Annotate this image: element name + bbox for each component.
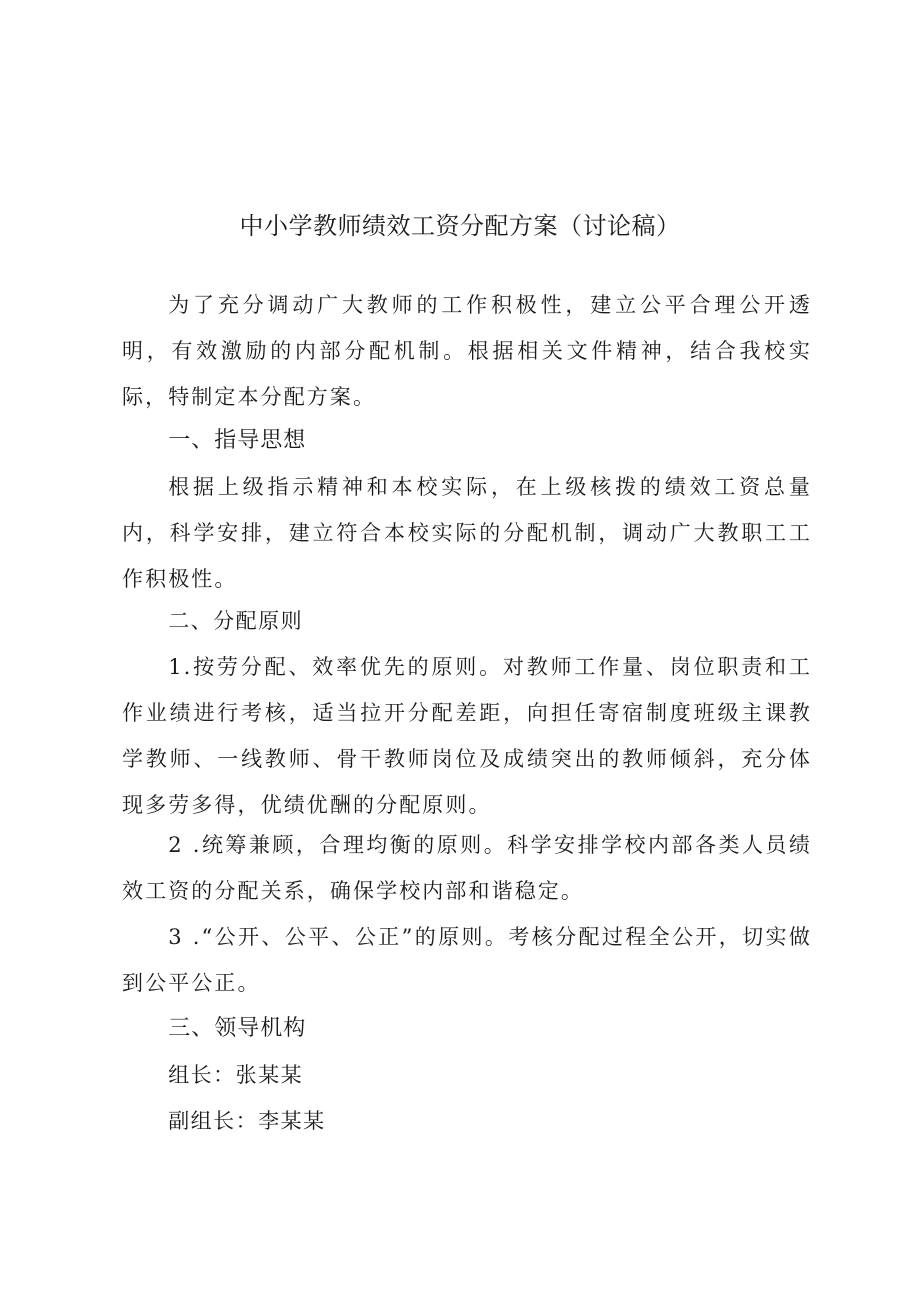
section-3-heading: 三、领导机构: [168, 1016, 307, 1041]
intro-text: 为了充分调动广大教师的工作积极性，建立公平合理公开透明，有效激励的内部分配机制。根据相关文件精神，结合我校实际，特制定本分配方案。: [122, 293, 812, 409]
principle-2-text: 2 .统筹兼顾，合理均衡的原则。科学安排学校内部各类人员绩效工资的分配关系，确保学校内部和谐稳定。: [122, 833, 812, 903]
section-1-heading: 一、指导思想: [168, 428, 307, 453]
section-1-heading-block: [122, 418, 812, 464]
document-title: 中小学教师绩效工资分配方案（讨论稿）: [239, 212, 681, 240]
principle-3-text: 3 .“公开、公平、公正”的原则。考核分配过程全公开，切实做到公平公正。: [122, 925, 812, 995]
principle-2-paragraph: [122, 822, 812, 914]
leader-line: [122, 1052, 812, 1098]
principle-3-paragraph: [122, 914, 812, 1006]
principle-1-text: 1.按劳分配、效率优先的原则。对教师工作量、岗位职责和工作业绩进行考核，适当拉开分配差距，向担任寄宿制度班级主课教学教师、一线教师、骨干教师岗位及成绩突出的教师倾斜，充分体现多劳多得，优绩优酬的分配原则。: [122, 655, 812, 817]
section-1-text: 根据上级指示精神和本校实际，在上级核拨的绩效工资总量内，科学安排，建立符合本校实际的分配机制，调动广大教职工工作积极性。: [122, 475, 812, 591]
section-1-paragraph: [122, 464, 812, 602]
deputy-group-leader: 副组长：李某某: [168, 1109, 326, 1133]
section-2-heading-block: [122, 598, 812, 644]
intro-paragraph: [122, 282, 812, 420]
section-2-heading: 二、分配原则: [168, 609, 304, 633]
group-leader: 组长：张某某: [168, 1063, 304, 1087]
principle-1-paragraph: [122, 644, 812, 828]
section-3-heading-block: [122, 1006, 812, 1052]
deputy-leader-line: [122, 1098, 812, 1144]
